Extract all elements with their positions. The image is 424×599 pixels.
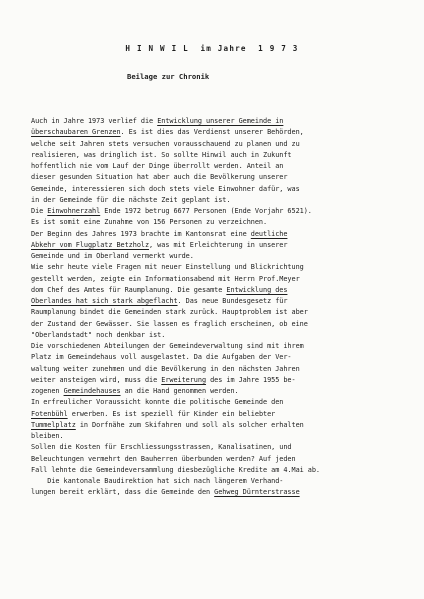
text-run: Wie sehr heute viele Fragen mit neuer Einstellung und Blickrichtung <box>31 263 304 272</box>
text-line <box>31 375 411 386</box>
text-line <box>31 240 411 251</box>
text-run: Sollen die Kosten für Erschliessungsstrassen, Kanalisatinen, und <box>31 443 292 452</box>
document-title: H I N W I L im Jahre 1 9 7 3 <box>125 44 299 53</box>
text-run: Beleuchtungen vermehrt den Bauherren überbunden werden? Auf jeden <box>31 454 296 463</box>
text-run: Es ist somit eine Zunahme von 156 Personen zu verzeichnen. <box>31 218 268 227</box>
text-line <box>31 195 411 206</box>
text-line <box>31 476 411 487</box>
text-line <box>31 262 411 273</box>
text-line <box>31 274 411 285</box>
text-line <box>31 217 411 228</box>
text-line <box>31 454 411 465</box>
text-line <box>31 420 411 431</box>
text-run: in der Gemeinde für die nächste Zeit geplant ist. <box>31 195 231 204</box>
text-line <box>31 330 411 341</box>
text-run: an die Hand genommen werden. <box>120 387 239 395</box>
text-line <box>31 206 411 217</box>
text-run: Die <box>31 207 48 215</box>
text-run: der Zustand der Gewässer. Sie lassen es fraglich erscheinen, ob eine <box>31 319 308 328</box>
text-run: lungen bereit erklärt, dass die Gemeinde den <box>31 488 215 497</box>
underlined-phrase: Entwicklung unserer Gemeinde in <box>157 117 284 125</box>
text-line <box>31 487 411 498</box>
text-line <box>31 285 411 296</box>
text-run: des im Jahre 1955 be- <box>206 375 296 384</box>
text-line <box>31 409 411 420</box>
text-run: in Dorfnähe zum Skifahren und soll als solcher erhalten <box>75 420 304 429</box>
text-line <box>31 431 411 442</box>
text-run: dieser gesunden Situation hat aber auch die Bevölkerung unserer <box>31 173 288 182</box>
text-run: . Es ist dies das Verdienst unserer Behörden, <box>120 128 304 137</box>
underlined-phrase: Tummelplatz <box>31 420 76 429</box>
text-run: waltung weiter zunehmen und die Bevölkerung in den nächsten Jahren <box>31 364 300 373</box>
text-line <box>31 352 411 363</box>
text-run: . Das neue Bundesgesetz für <box>177 297 288 305</box>
underlined-phrase: Gehweg Dürnterstrasse <box>214 488 300 497</box>
text-line <box>31 139 411 150</box>
text-line <box>31 161 411 172</box>
underlined-phrase: Fotenbühl <box>31 409 68 418</box>
text-line <box>31 364 411 375</box>
text-run: erwerben. Es ist speziell für Kinder ein beliebter <box>67 409 276 418</box>
text-run: Ende 1972 betrug 6677 Personen (Ende Vorjahr 6521). <box>100 207 312 215</box>
text-run: Der Beginn des Jahres 1973 brachte im Kantonsrat eine <box>31 229 251 238</box>
text-line <box>31 172 411 183</box>
text-run: bleiben. <box>31 432 64 440</box>
underlined-phrase: Einwohnerzahl <box>47 207 101 215</box>
text-line <box>31 465 411 476</box>
text-line <box>31 442 411 453</box>
text-run: Raumplanung bindet die Gemeinden stark zurück. Hauptproblem ist aber <box>31 308 308 317</box>
text-line <box>31 296 411 307</box>
text-run: dom Chef des Amtes für Raumplanung. Die gesamte <box>31 285 227 294</box>
text-run: In erfreulicher Voraussicht konnte die politische Gemeinde den <box>31 398 284 407</box>
text-run: Die vorschiedenen Abteilungen der Gemeindeverwaltung sind mit ihrem <box>31 342 304 350</box>
text-run: hoffentlich nie vom Lauf der Dinge überrollt werden. Anteil an <box>31 162 284 170</box>
text-line <box>31 229 411 240</box>
text-line <box>31 251 411 262</box>
text-line <box>31 116 411 127</box>
underlined-phrase: Abkehr vom Flugplatz Betzholz <box>31 240 150 249</box>
text-line <box>31 397 411 408</box>
text-run: weiter ansteigen wird, muss die <box>31 375 162 384</box>
text-run: Gemeinde und im Oberland vermerkt wurde. <box>31 252 194 260</box>
document-body <box>31 116 411 499</box>
underlined-phrase: Entwicklung des <box>226 285 288 294</box>
text-line <box>31 307 411 318</box>
text-line <box>31 386 411 397</box>
underlined-phrase: Gemeindehauses <box>63 387 121 395</box>
text-run: zogenen <box>31 387 64 395</box>
text-run: "Oberlandstadt" noch denkbar ist. <box>31 330 166 339</box>
text-line <box>31 127 411 138</box>
text-line <box>31 150 411 161</box>
underlined-phrase: Oberlandes hat sich stark abgeflacht <box>31 297 178 305</box>
text-line <box>31 319 411 330</box>
text-run: Auch in Jahre 1973 verlief die <box>31 117 158 125</box>
text-run: Gemeinde, interessieren sich doch stets viele Einwohner dafür, was <box>31 184 300 193</box>
text-run: , was mit Erleichterung in unserer <box>149 240 288 249</box>
text-line <box>31 341 411 352</box>
underlined-phrase: Erweiterung <box>161 375 207 384</box>
text-run: Platz im Gemeindehaus voll ausgelastet. Da die Aufgaben der Ver- <box>31 353 292 362</box>
text-run: gestellt werden, zeigte ein Informationsabend mit Herrn Prof.Meyer <box>31 274 300 283</box>
document-subtitle: Beilage zur Chronik <box>127 72 210 81</box>
text-run: Die kantonale Baudirektion hat sich nach längerem Verhand- <box>31 477 284 485</box>
text-run: welche seit Jahren stets versuchen vorausschauend zu planen und zu <box>31 139 300 148</box>
underlined-phrase: deutliche <box>250 229 288 238</box>
text-run: Fall lehnte die Gemeindeversammlung diesbezügliche Kredite am 4.Mai ab. <box>31 465 320 474</box>
text-line <box>31 184 411 195</box>
underlined-phrase: überschaubaren Grenzen <box>31 128 121 137</box>
text-run: realisieren, was dringlich ist. So sollte Hinwil auch in Zukunft <box>31 150 292 159</box>
